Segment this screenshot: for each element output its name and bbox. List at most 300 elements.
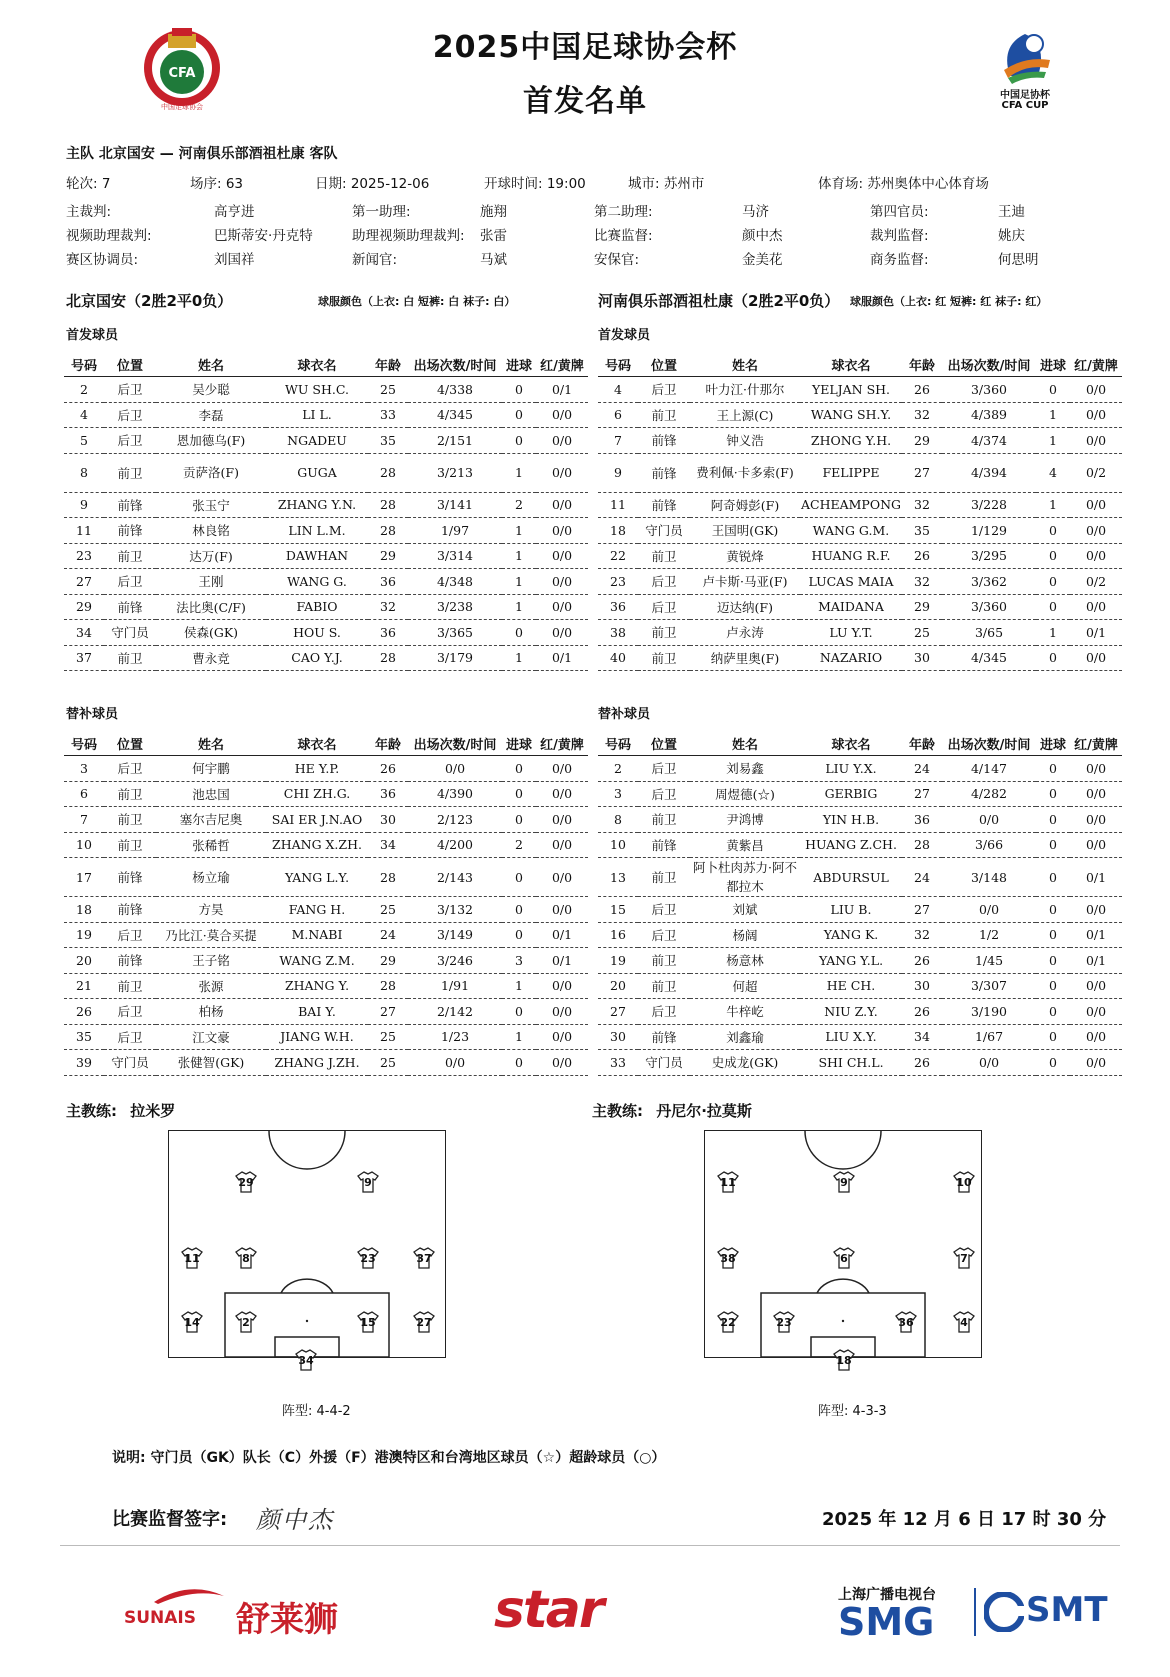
shirt-number: 37 (416, 1252, 432, 1265)
shirt-number: 15 (360, 1316, 376, 1329)
official-value: 金美花 (742, 252, 783, 268)
cell-position: 前卫 (104, 973, 156, 999)
cell-goals: 1 (502, 518, 536, 544)
column-header-shirt-name: 球衣名 (266, 731, 368, 756)
cell-cards: 0/0 (1070, 518, 1122, 544)
cell-cards: 0/2 (1070, 569, 1122, 595)
table-row (598, 594, 1122, 620)
sponsor-star: star (494, 1580, 603, 1640)
table-row (64, 832, 588, 858)
player-shirt-icon (953, 1311, 975, 1333)
cell-position: 前锋 (104, 858, 156, 897)
table-row (64, 543, 588, 569)
cell-position: 后卫 (104, 428, 156, 454)
cell-age: 25 (368, 377, 408, 403)
cell-name: 王上源(C) (690, 402, 800, 428)
cell-number: 2 (64, 377, 104, 403)
cfa-logo-ring-text: 中国足球协会 (161, 103, 203, 111)
shirt-number: 4 (960, 1316, 968, 1329)
cell-age: 35 (368, 428, 408, 454)
table-row (64, 807, 588, 833)
cell-cards: 0/0 (1070, 781, 1122, 807)
cell-goals: 0 (1036, 645, 1070, 671)
cell-cards: 0/0 (1070, 492, 1122, 518)
cell-shirt-name: YANG K. (800, 922, 902, 948)
table-row (64, 973, 588, 999)
cell-shirt-name: LIU X.Y. (800, 1024, 902, 1050)
cell-name: 江文豪 (156, 1024, 266, 1050)
column-header-number: 号码 (64, 731, 104, 756)
cell-appearances: 1/67 (942, 1024, 1036, 1050)
column-header-number: 号码 (64, 352, 104, 377)
cell-goals: 0 (1036, 781, 1070, 807)
cell-number: 26 (64, 999, 104, 1025)
cell-appearances: 3/213 (408, 453, 502, 492)
cell-appearances: 3/360 (942, 377, 1036, 403)
table-row (598, 428, 1122, 454)
cell-age: 28 (368, 858, 408, 897)
cell-name: 张稀哲 (156, 832, 266, 858)
table-row (598, 645, 1122, 671)
cell-age: 25 (368, 897, 408, 923)
table-header-row (598, 352, 1122, 377)
cup-logo-line2: CFA CUP (1001, 100, 1049, 111)
cell-shirt-name: LIU Y.X. (800, 756, 902, 782)
cell-appearances: 0/0 (942, 897, 1036, 923)
official-label: 比赛监督: (594, 228, 653, 244)
cell-shirt-name: WANG SH.Y. (800, 402, 902, 428)
cell-goals: 0 (502, 1050, 536, 1076)
cell-cards: 0/0 (1070, 832, 1122, 858)
official-value: 刘国祥 (214, 252, 255, 268)
cell-goals: 0 (1036, 543, 1070, 569)
table-row (64, 402, 588, 428)
sunais-en: SUNAIS (124, 1608, 197, 1628)
page-subtitle: 首发名单 (523, 84, 647, 119)
shirt-number: 11 (184, 1252, 200, 1265)
cell-goals: 0 (1036, 807, 1070, 833)
cell-number: 16 (598, 922, 638, 948)
cell-position: 前卫 (104, 832, 156, 858)
cell-position: 前卫 (104, 645, 156, 671)
cell-number: 8 (64, 453, 104, 492)
cell-age: 26 (902, 999, 942, 1025)
official-label: 第四官员: (870, 204, 929, 220)
cell-age: 26 (368, 756, 408, 782)
home-coach-label: 主教练: (66, 1102, 117, 1120)
cell-appearances: 3/179 (408, 645, 502, 671)
cell-number: 11 (64, 518, 104, 544)
player-shirt-icon (717, 1247, 739, 1269)
cell-appearances: 3/141 (408, 492, 502, 518)
cell-appearances: 3/360 (942, 594, 1036, 620)
cell-number: 19 (64, 922, 104, 948)
cell-appearances: 1/129 (942, 518, 1036, 544)
cell-number: 40 (598, 645, 638, 671)
cell-shirt-name: CAO Y.J. (266, 645, 368, 671)
cell-age: 28 (368, 973, 408, 999)
cell-age: 36 (368, 620, 408, 646)
cell-name: 牛梓屹 (690, 999, 800, 1025)
cell-age: 28 (368, 518, 408, 544)
player-shirt-icon (833, 1349, 855, 1371)
cell-number: 7 (64, 807, 104, 833)
cell-appearances: 1/45 (942, 948, 1036, 974)
cell-cards: 0/0 (1070, 1024, 1122, 1050)
cell-position: 前卫 (638, 948, 690, 974)
cell-goals: 0 (502, 402, 536, 428)
cell-cards: 0/0 (1070, 973, 1122, 999)
cell-cards: 0/1 (1070, 922, 1122, 948)
column-header-shirt-name: 球衣名 (266, 352, 368, 377)
cell-appearances: 4/348 (408, 569, 502, 595)
cell-position: 前锋 (638, 453, 690, 492)
cell-appearances: 3/190 (942, 999, 1036, 1025)
cell-appearances: 3/238 (408, 594, 502, 620)
away-subs-label: 替补球员 (598, 707, 651, 722)
cell-age: 27 (368, 999, 408, 1025)
column-header-name: 姓名 (156, 352, 266, 377)
cell-position: 前锋 (638, 832, 690, 858)
cell-shirt-name: YANG L.Y. (266, 858, 368, 897)
official-value: 何思明 (998, 252, 1039, 268)
column-header-cards: 红/黄牌 (536, 352, 588, 377)
cell-position: 后卫 (638, 897, 690, 923)
home-team-title: 北京国安（2胜2平0负） (66, 292, 233, 310)
cell-goals: 0 (502, 377, 536, 403)
cell-cards: 0/1 (536, 948, 588, 974)
cell-goals: 1 (502, 645, 536, 671)
cell-age: 24 (902, 756, 942, 782)
table-row (598, 832, 1122, 858)
official-label: 赛区协调员: (66, 252, 139, 268)
away-starters-table (598, 352, 1122, 671)
teams-line: 主队 北京国安 — 河南俱乐部酒祖杜康 客队 (66, 146, 338, 162)
cell-cards: 0/0 (1070, 807, 1122, 833)
signature-handwriting: 颜中杰 (256, 1506, 334, 1534)
player-shirt-icon (833, 1247, 855, 1269)
player-shirt-icon (235, 1311, 257, 1333)
table-row (598, 781, 1122, 807)
away-formation-pitch (704, 1130, 982, 1367)
cell-number: 11 (598, 492, 638, 518)
cell-cards: 0/1 (536, 645, 588, 671)
table-row (64, 645, 588, 671)
cell-goals: 0 (1036, 518, 1070, 544)
table-row (64, 897, 588, 923)
column-header-age: 年龄 (902, 352, 942, 377)
cell-shirt-name: ABDURSUL (800, 858, 902, 897)
table-header-row (64, 352, 588, 377)
table-row (598, 756, 1122, 782)
column-header-appearances: 出场次数/时间 (942, 731, 1036, 756)
cell-number: 23 (598, 569, 638, 595)
cell-position: 后卫 (638, 922, 690, 948)
cell-age: 27 (902, 897, 942, 923)
kickoff-time: 开球时间: 19:00 (484, 176, 586, 192)
table-row (598, 492, 1122, 518)
cell-age: 29 (902, 594, 942, 620)
shirt-number: 22 (720, 1316, 736, 1329)
cell-goals: 0 (1036, 922, 1070, 948)
table-row (64, 999, 588, 1025)
smg-cn: 上海广播电视台 (838, 1587, 936, 1603)
cell-cards: 0/0 (536, 402, 588, 428)
cell-shirt-name: NIU Z.Y. (800, 999, 902, 1025)
shirt-number: 14 (184, 1316, 200, 1329)
cell-position: 前锋 (638, 1024, 690, 1050)
match-info (0, 172, 1170, 268)
cfa-logo-text: CFA (168, 66, 196, 81)
cell-goals: 2 (502, 832, 536, 858)
cell-goals: 0 (1036, 858, 1070, 897)
shirt-number: 7 (960, 1252, 968, 1265)
cell-age: 32 (902, 569, 942, 595)
cell-age: 35 (902, 518, 942, 544)
column-header-number: 号码 (598, 731, 638, 756)
cell-shirt-name: CHI ZH.G. (266, 781, 368, 807)
cell-name: 侯森(GK) (156, 620, 266, 646)
cell-position: 后卫 (104, 756, 156, 782)
cell-number: 3 (64, 756, 104, 782)
cell-shirt-name: NGADEU (266, 428, 368, 454)
cell-number: 37 (64, 645, 104, 671)
table-row (64, 569, 588, 595)
cell-position: 后卫 (638, 377, 690, 403)
page-title: 2025中国足球协会杯 (432, 30, 738, 65)
table-row (598, 453, 1122, 492)
cell-position: 守门员 (638, 1050, 690, 1076)
cell-position: 前卫 (104, 453, 156, 492)
cell-goals: 0 (1036, 377, 1070, 403)
cell-appearances: 4/282 (942, 781, 1036, 807)
venue: 体育场: 苏州奥体中心体育场 (818, 176, 989, 192)
cell-appearances: 3/314 (408, 543, 502, 569)
cell-goals: 0 (1036, 1024, 1070, 1050)
column-header-position: 位置 (638, 731, 690, 756)
cell-age: 26 (902, 948, 942, 974)
cell-name: 林良铭 (156, 518, 266, 544)
cell-name: 尹鸿博 (690, 807, 800, 833)
column-header-appearances: 出场次数/时间 (408, 352, 502, 377)
column-header-age: 年龄 (902, 731, 942, 756)
player-shirt-icon (235, 1247, 257, 1269)
cell-name: 何宇鹏 (156, 756, 266, 782)
cell-goals: 0 (502, 428, 536, 454)
home-formation-pitch (168, 1130, 446, 1367)
cell-goals: 0 (1036, 897, 1070, 923)
cell-position: 前锋 (104, 518, 156, 544)
table-header-row (598, 731, 1122, 756)
cell-goals: 2 (502, 492, 536, 518)
table-row (598, 999, 1122, 1025)
cell-name: 王国明(GK) (690, 518, 800, 544)
player-shirt-icon (717, 1311, 739, 1333)
cell-cards: 0/0 (536, 1024, 588, 1050)
cell-age: 25 (368, 1024, 408, 1050)
cell-position: 前卫 (638, 402, 690, 428)
cell-position: 前锋 (104, 492, 156, 518)
cell-cards: 0/0 (1070, 402, 1122, 428)
table-row (598, 922, 1122, 948)
shirt-number: 8 (242, 1252, 250, 1265)
table-row (64, 377, 588, 403)
cell-name: 史成龙(GK) (690, 1050, 800, 1076)
cell-position: 前锋 (638, 428, 690, 454)
official-value: 施翔 (480, 204, 507, 220)
cell-shirt-name: HE Y.P. (266, 756, 368, 782)
home-starters-table (64, 352, 588, 671)
cell-name: 钟义浩 (690, 428, 800, 454)
table-row (598, 543, 1122, 569)
cell-cards: 0/0 (536, 594, 588, 620)
cell-shirt-name: FELIPPE (800, 453, 902, 492)
cell-appearances: 0/0 (942, 807, 1036, 833)
cell-goals: 0 (502, 756, 536, 782)
cell-position: 后卫 (638, 594, 690, 620)
cell-name: 周煜德(☆) (690, 781, 800, 807)
cell-appearances: 1/23 (408, 1024, 502, 1050)
cell-appearances: 2/143 (408, 858, 502, 897)
cell-cards: 0/2 (1070, 453, 1122, 492)
player-shirt-icon (295, 1349, 317, 1371)
cell-appearances: 2/123 (408, 807, 502, 833)
cell-name: 柏杨 (156, 999, 266, 1025)
cell-number: 2 (598, 756, 638, 782)
cell-goals: 0 (1036, 999, 1070, 1025)
cell-age: 29 (902, 428, 942, 454)
cell-appearances: 4/147 (942, 756, 1036, 782)
table-row (64, 1024, 588, 1050)
cell-goals: 0 (1036, 756, 1070, 782)
cell-cards: 0/0 (1070, 897, 1122, 923)
cell-shirt-name: ZHANG Y. (266, 973, 368, 999)
cell-cards: 0/0 (536, 492, 588, 518)
cell-number: 10 (64, 832, 104, 858)
cell-shirt-name: FANG H. (266, 897, 368, 923)
smt-logo-icon (984, 1592, 1024, 1632)
cell-cards: 0/0 (1070, 428, 1122, 454)
cell-name: 法比奥(C/F) (156, 594, 266, 620)
cell-appearances: 4/338 (408, 377, 502, 403)
cell-age: 28 (368, 453, 408, 492)
player-shirt-icon (357, 1247, 379, 1269)
cell-shirt-name: GUGA (266, 453, 368, 492)
away-coach-name: 丹尼尔·拉莫斯 (656, 1102, 752, 1120)
cell-number: 18 (598, 518, 638, 544)
column-header-number: 号码 (598, 352, 638, 377)
cell-name: 刘斌 (690, 897, 800, 923)
cell-goals: 3 (502, 948, 536, 974)
cell-name: 乃比江·莫合买提 (156, 922, 266, 948)
cell-goals: 1 (1036, 402, 1070, 428)
cell-cards: 0/0 (1070, 377, 1122, 403)
away-starters-label: 首发球员 (598, 328, 651, 343)
cell-cards: 0/1 (536, 922, 588, 948)
cell-appearances: 3/362 (942, 569, 1036, 595)
cell-name: 费利佩·卡多索(F) (690, 453, 800, 492)
cell-appearances: 3/307 (942, 973, 1036, 999)
cell-cards: 0/0 (536, 781, 588, 807)
cell-shirt-name: HUANG R.F. (800, 543, 902, 569)
cell-position: 后卫 (104, 1024, 156, 1050)
cell-age: 34 (902, 1024, 942, 1050)
cell-cards: 0/0 (1070, 645, 1122, 671)
cell-age: 26 (902, 377, 942, 403)
cell-shirt-name: LIU B. (800, 897, 902, 923)
cell-age: 25 (902, 620, 942, 646)
cell-name: 杨意林 (690, 948, 800, 974)
table-row (598, 402, 1122, 428)
cell-shirt-name: JIANG W.H. (266, 1024, 368, 1050)
cell-position: 前锋 (104, 897, 156, 923)
cell-age: 29 (368, 543, 408, 569)
cell-number: 3 (598, 781, 638, 807)
cell-cards: 0/0 (536, 518, 588, 544)
cell-shirt-name: GERBIG (800, 781, 902, 807)
cell-cards: 0/0 (536, 620, 588, 646)
cell-position: 前卫 (638, 645, 690, 671)
cell-number: 5 (64, 428, 104, 454)
cell-name: 达万(F) (156, 543, 266, 569)
table-row (64, 948, 588, 974)
shirt-number: 2 (242, 1316, 250, 1329)
cell-position: 前锋 (104, 948, 156, 974)
cell-number: 36 (598, 594, 638, 620)
cell-position: 后卫 (104, 999, 156, 1025)
smt-text: SMT (1026, 1590, 1108, 1630)
signature-datetime: 2025 年 12 月 6 日 17 时 30 分 (822, 1509, 1107, 1530)
shirt-number: 23 (360, 1252, 376, 1265)
shirt-number: 34 (298, 1354, 314, 1367)
cell-age: 26 (902, 543, 942, 569)
cell-number: 8 (598, 807, 638, 833)
column-header-shirt-name: 球衣名 (800, 352, 902, 377)
player-shirt-icon (717, 1171, 739, 1193)
cell-name: 刘易鑫 (690, 756, 800, 782)
cell-position: 后卫 (104, 377, 156, 403)
cell-goals: 0 (1036, 948, 1070, 974)
player-shirt-icon (357, 1311, 379, 1333)
official-value: 巴斯蒂安·丹克特 (214, 228, 313, 244)
cell-name: 曹永竞 (156, 645, 266, 671)
cell-number: 22 (598, 543, 638, 569)
cell-shirt-name: YANG Y.L. (800, 948, 902, 974)
cell-number: 7 (598, 428, 638, 454)
column-header-name: 姓名 (156, 731, 266, 756)
signature-label: 比赛监督签字: (112, 1509, 228, 1530)
cell-number: 9 (64, 492, 104, 518)
away-subs-table (598, 731, 1122, 1076)
cell-appearances: 3/228 (942, 492, 1036, 518)
shirt-number: 10 (956, 1176, 972, 1189)
table-row (598, 1024, 1122, 1050)
smg-en: SMG (838, 1600, 935, 1644)
cell-age: 27 (902, 453, 942, 492)
cell-age: 30 (902, 645, 942, 671)
city: 城市: 苏州市 (628, 176, 705, 192)
cell-age: 26 (902, 1050, 942, 1076)
cell-name: 方昊 (156, 897, 266, 923)
cell-position: 守门员 (104, 1050, 156, 1076)
away-formation: 阵型: 4-3-3 (818, 1404, 887, 1419)
cell-name: 张源 (156, 973, 266, 999)
cell-position: 前锋 (638, 492, 690, 518)
official-value: 马济 (742, 204, 769, 220)
cell-number: 20 (598, 973, 638, 999)
official-label: 第一助理: (352, 204, 411, 220)
cell-number: 20 (64, 948, 104, 974)
